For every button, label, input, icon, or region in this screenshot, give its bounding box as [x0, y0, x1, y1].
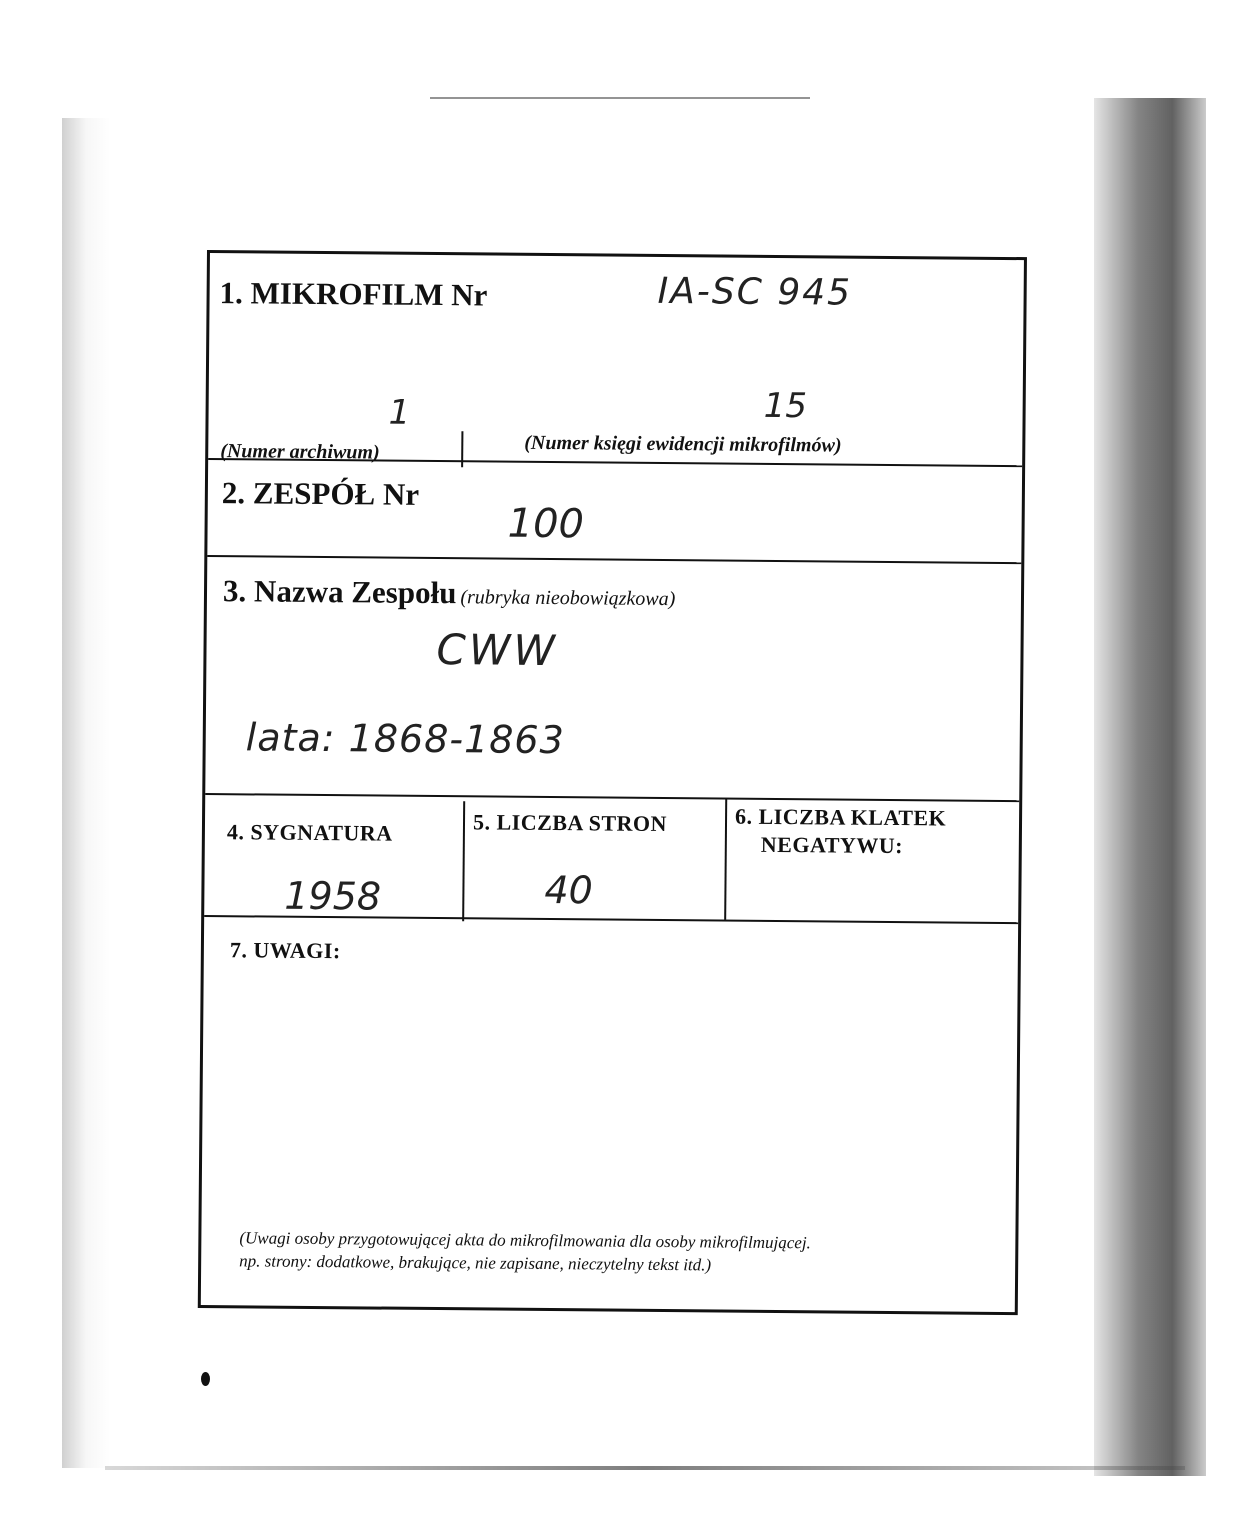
scan-shadow-right: [1094, 98, 1206, 1476]
archive-number-handwritten: 1: [388, 392, 411, 433]
divider-6-7: [204, 915, 1018, 924]
remarks-instructions-line2: np. strony: dodatkowe, brakujące, nie zapisane, nieczytelny tekst itd.): [239, 1251, 712, 1275]
section-6-title-line2: NEGATYWU:: [760, 831, 904, 859]
scan-speck: [201, 1372, 210, 1386]
microfilm-number-handwritten: IA-SC 945: [657, 270, 853, 314]
section-3-header: [223, 573, 676, 613]
page-count-handwritten: 40: [544, 867, 593, 913]
remarks-instructions-line1: (Uwagi osoby przygotowującej akta do mikrofilmowania dla osoby mikrofilmującej.: [239, 1228, 811, 1253]
section-6-title-line1: 6. LICZBA KLATEK: [734, 803, 947, 831]
divider-5-6: [724, 800, 727, 920]
register-number-handwritten: 15: [763, 385, 808, 427]
section-1-title: 1. MIKROFILM Nr: [219, 275, 488, 313]
section-5-title: 5. LICZBA STRON: [472, 809, 668, 837]
section-7-title: 7. UWAGI:: [229, 937, 341, 964]
archive-number-label: (Numer archiwum): [220, 440, 380, 464]
section-3-optional-note: (rubryka nieobowiązkowa): [460, 586, 676, 611]
section-3-title: 3. Nazwa Zespołu: [222, 573, 457, 611]
team-number-handwritten: 100: [507, 500, 585, 548]
years-handwritten: lata: 1868-1863: [245, 715, 565, 763]
section-2-title: 2. ZESPÓŁ Nr: [221, 475, 420, 512]
scan-top-edge: [430, 97, 810, 99]
divider-3-4: [205, 793, 1019, 802]
scan-shadow-left: [62, 118, 110, 1468]
microfilm-form: [198, 250, 1027, 1315]
section-4-title: 4. SYGNATURA: [226, 819, 393, 846]
divider-2-3: [207, 555, 1021, 564]
register-number-label: (Numer księgi ewidencji mikrofilmów): [524, 431, 842, 457]
team-name-handwritten: CWW: [436, 625, 559, 676]
remarks-instructions: [239, 1227, 811, 1278]
signature-number-handwritten: 1958: [284, 873, 382, 919]
scan-bottom-edge: [105, 1466, 1185, 1470]
divider-4-5: [462, 801, 465, 921]
